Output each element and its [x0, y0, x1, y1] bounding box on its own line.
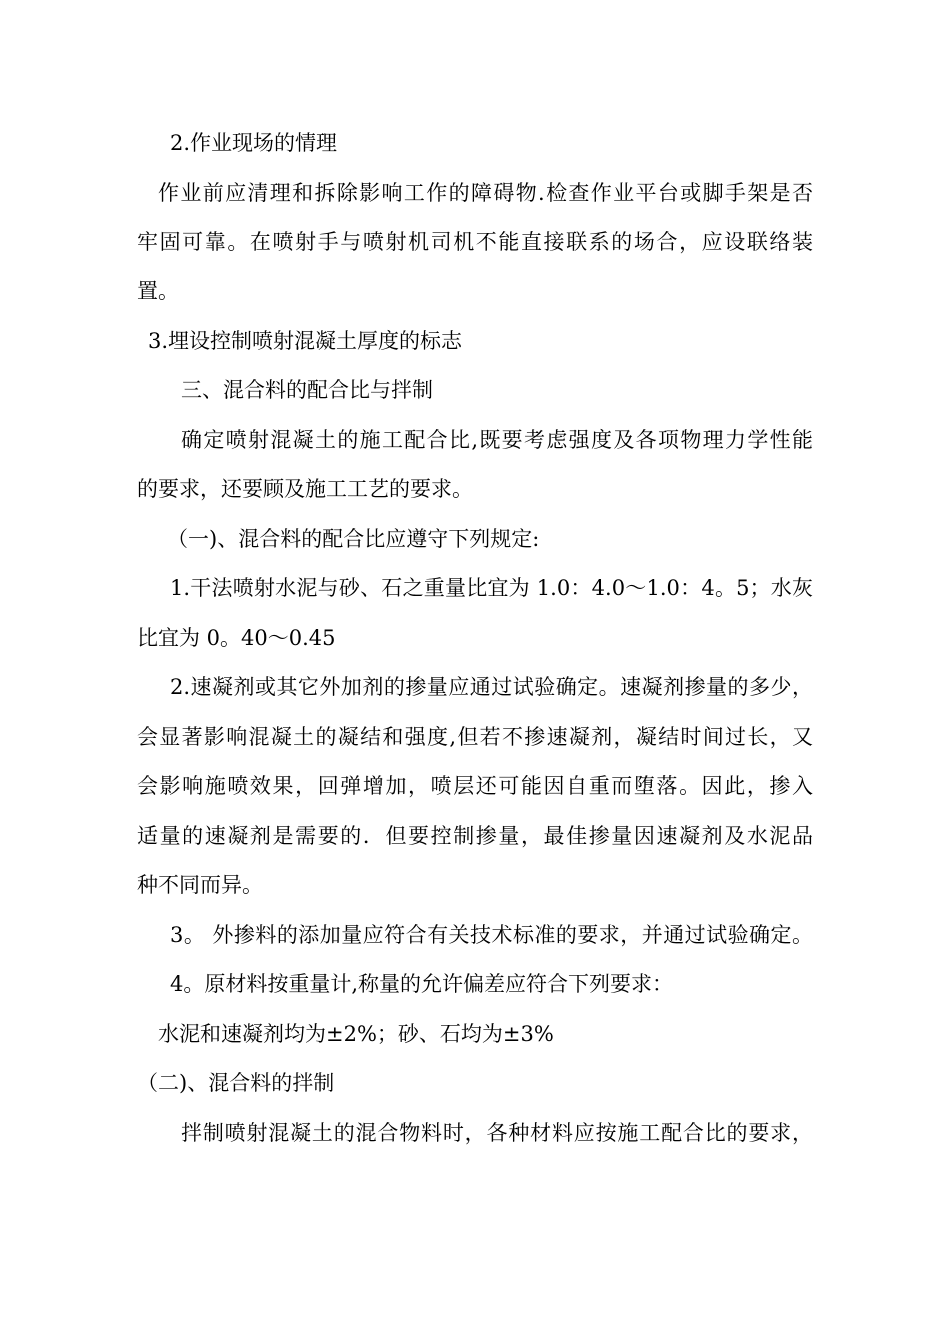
paragraph-line: 的要求，还要顾及施工工艺的要求。: [137, 477, 473, 501]
paragraph-line: 置。: [137, 279, 179, 303]
paragraph-line: 拌制喷射混凝土的混合物料时，各种材料应按施工配合比的要求，: [181, 1121, 813, 1145]
list-item-line: 会显著影响混凝土的凝结和强度,但若不掺速凝剂，凝结时间过长，又: [137, 725, 813, 749]
paragraph-line: 作业前应清理和拆除影响工作的障碍物.检查作业平台或脚手架是否: [158, 181, 813, 205]
list-item-line: 会影响施喷效果，回弹增加，喷层还可能因自重而堕落。因此，掺入: [137, 774, 813, 798]
section-heading-thickness-marker: 3.埋设控制喷射混凝土厚度的标志: [148, 329, 463, 353]
paragraph-line: 牢固可靠。在喷射手与喷射机司机不能直接联系的场合，应设联络装: [137, 230, 813, 254]
paragraph-line: 确定喷射混凝土的施工配合比,既要考虑强度及各项物理力学性能: [181, 428, 813, 452]
list-item-line: 比宜为 0。40～0.45: [137, 626, 336, 650]
list-item-line: 4。原材料按重量计,称量的允许偏差应符合下列要求：: [170, 972, 674, 996]
list-item-line: 种不同而异。: [137, 873, 263, 897]
list-item-line: 1.干法喷射水泥与砂、石之重量比宜为 1.0：4.0～1.0：4。5；水灰: [170, 576, 813, 600]
section-heading-site-cleanup: 2.作业现场的情理: [170, 131, 338, 155]
list-item-line: 2.速凝剂或其它外加剂的掺量应通过试验确定。速凝剂掺量的多少，: [170, 675, 813, 699]
subheading-mix-ratio-rules: （一)、混合料的配合比应遵守下列规定:: [167, 527, 540, 551]
tolerance-line: 水泥和速凝剂均为±2%；砂、石均为±3%: [158, 1022, 554, 1046]
list-item-line: 3。 外掺料的添加量应符合有关技术标准的要求，并通过试验确定。: [170, 923, 813, 947]
subheading-mixing: （二)、混合料的拌制: [137, 1071, 335, 1095]
chapter-heading-mix-ratio: 三、混合料的配合比与拌制: [181, 378, 433, 402]
list-item-line: 适量的速凝剂是需要的．但要控制掺量，最佳掺量因速凝剂及水泥品: [137, 824, 813, 848]
